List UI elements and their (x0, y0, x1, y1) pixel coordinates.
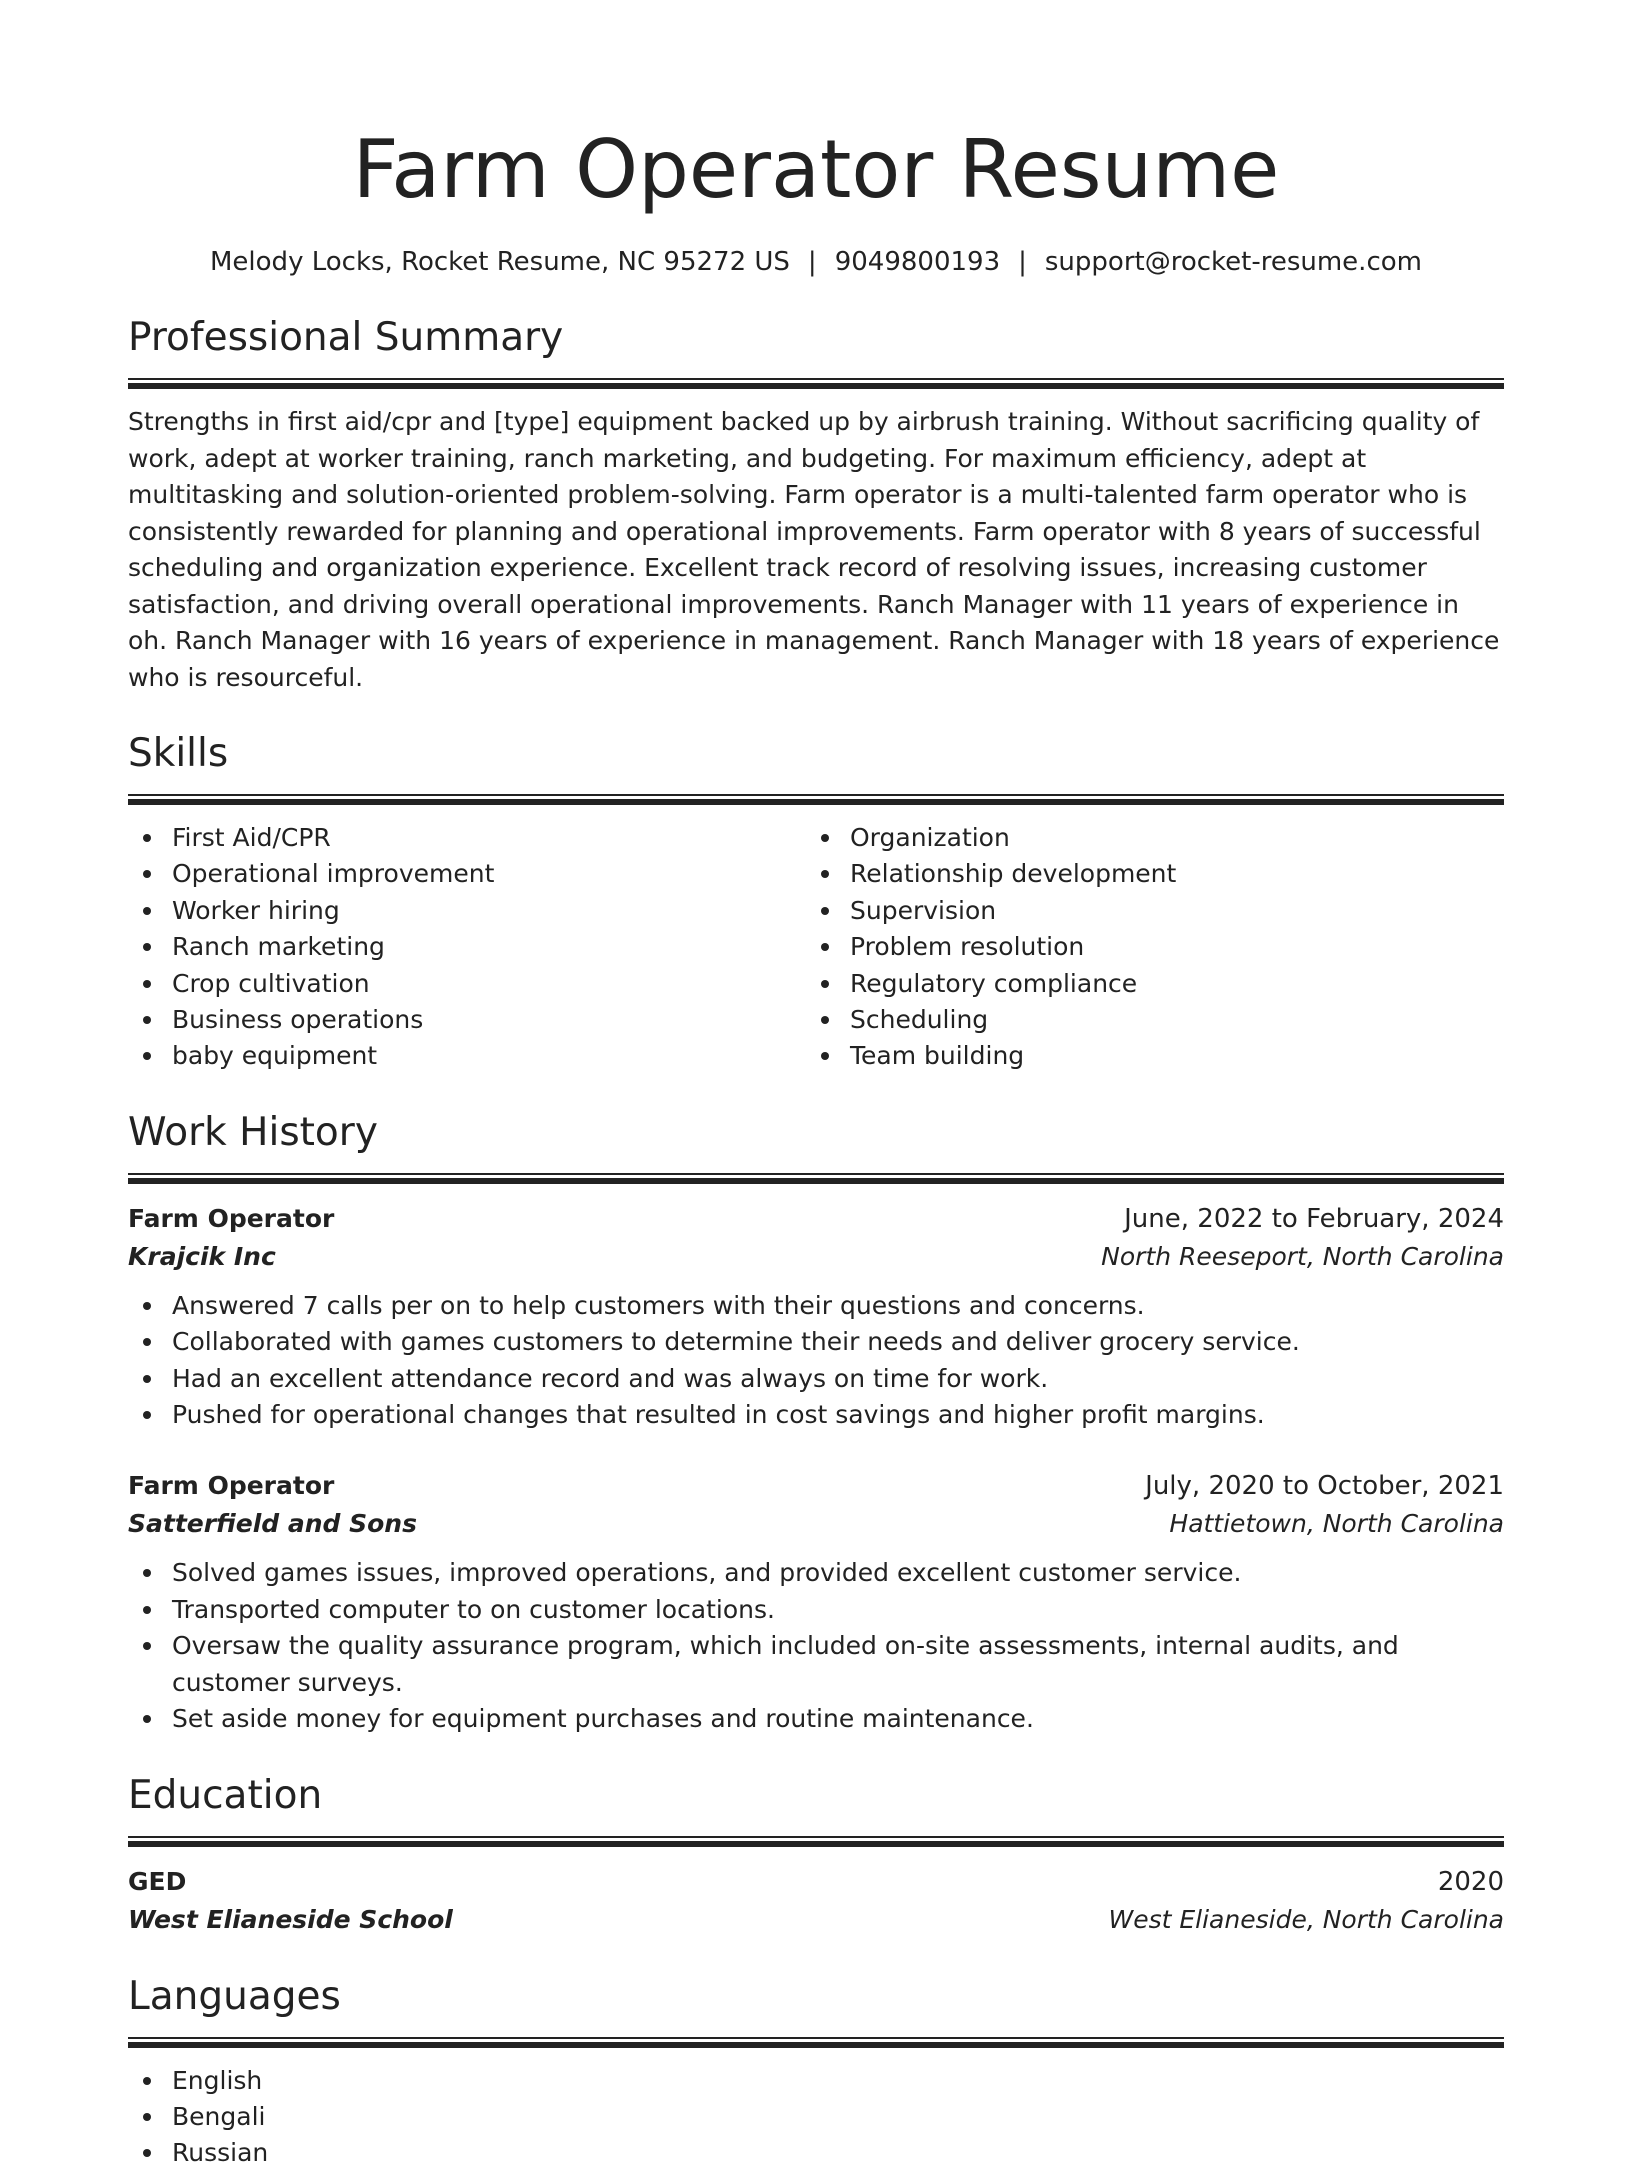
job-company-row (128, 1505, 1504, 1543)
education-degree: GED (128, 1866, 187, 1896)
skill-item: Problem resolution (806, 929, 1484, 965)
job-dates: June, 2022 to February, 2024 (1124, 1203, 1504, 1234)
job-bullet: Had an excellent attendance record and was always on time for work. (128, 1361, 1504, 1397)
summary-section (128, 314, 1504, 696)
contact-separator: | (1018, 247, 1027, 277)
education-school-row (128, 1901, 1504, 1939)
skills-columns (128, 820, 1504, 1075)
education-heading: Education (128, 1772, 323, 1818)
job-company: Krajcik Inc (128, 1241, 276, 1271)
job-bullets (128, 1288, 1504, 1434)
work-section (128, 1109, 1504, 1738)
language-item: Bengali (128, 2099, 1504, 2135)
skill-item: Supervision (806, 893, 1484, 929)
skills-section (128, 730, 1504, 1075)
job-company-row (128, 1238, 1504, 1276)
skill-item: Ranch marketing (128, 929, 806, 965)
job-bullet: Collaborated with games customers to determine their needs and deliver grocery service. (128, 1324, 1504, 1360)
education-section (128, 1772, 1504, 1939)
job-bullet: Set aside money for equipment purchases and routine maintenance. (128, 1701, 1504, 1737)
skills-left-list (128, 820, 806, 1075)
job-bullet: Answered 7 calls per on to help customers with their questions and concerns. (128, 1288, 1504, 1324)
section-divider (128, 1173, 1504, 1184)
summary-heading: Professional Summary (128, 315, 564, 360)
language-item: English (128, 2063, 1504, 2099)
languages-list (128, 2063, 1504, 2172)
skills-right-list (806, 820, 1484, 1075)
skill-item: Crop cultivation (128, 966, 806, 1002)
skill-item: Operational improvement (128, 856, 806, 892)
contact-phone: 9049800193 (834, 247, 1001, 277)
job-title: Farm Operator (128, 1471, 335, 1501)
languages-section (128, 1973, 1504, 2172)
skill-item: Organization (806, 820, 1484, 856)
skill-item: Regulatory compliance (806, 966, 1484, 1002)
job-bullets (128, 1555, 1504, 1737)
job-header-row (128, 1467, 1504, 1505)
languages-heading: Languages (128, 1973, 341, 2019)
skill-item: baby equipment (128, 1038, 806, 1074)
skill-item: Team building (806, 1038, 1484, 1074)
education-year: 2020 (1437, 1866, 1504, 1897)
section-divider (128, 2037, 1504, 2048)
section-divider (128, 794, 1504, 805)
job-entry (128, 1467, 1504, 1737)
job-dates: July, 2020 to October, 2021 (1145, 1471, 1504, 1502)
education-header-row (128, 1863, 1504, 1901)
contact-line (128, 244, 1504, 280)
work-heading: Work History (128, 1109, 378, 1155)
summary-text: Strengths in first aid/cpr and [type] equipment backed up by airbrush training. Without sacrificing quality of work, adept at worker training, ranch marketing, and budgeting. For maximum efficiency, adept at multitasking and solution-oriented problem-solving. Farm operator is a multi-talented farm operator who is consistently rewarded for planning and operational improvements. Farm operator with 8 years of successful scheduling and organization experience. Excellent track record of resolving issues, increasing customer satisfaction, and driving overall operational improvements. Ranch Manager with 11 years of experience in oh. Ranch Manager with 16 years of experience in management. Ranch Manager with 18 years of experience who is resourceful. (128, 407, 1500, 692)
language-item: Russian (128, 2135, 1504, 2171)
education-school: West Elianeside School (128, 1904, 453, 1934)
skill-item: Scheduling (806, 1002, 1484, 1038)
job-bullet: Transported computer to on customer locations. (128, 1592, 1504, 1628)
education-entry (128, 1863, 1504, 1939)
resume-title: Farm Operator Resume (352, 123, 1280, 216)
job-entry (128, 1200, 1504, 1434)
section-divider (128, 378, 1504, 389)
skills-heading: Skills (128, 731, 229, 776)
job-location: Hattietown, North Carolina (1169, 1509, 1504, 1539)
job-company: Satterfield and Sons (128, 1509, 417, 1539)
contact-separator: | (807, 247, 817, 277)
skill-item: Business operations (128, 1002, 806, 1038)
job-header-row (128, 1200, 1504, 1238)
job-location: North Reeseport, North Carolina (1101, 1241, 1504, 1271)
section-divider (128, 1836, 1504, 1847)
contact-address: Melody Locks, Rocket Resume, NC 95272 US (210, 247, 790, 277)
job-bullet: Pushed for operational changes that resulted in cost savings and higher profit margins. (128, 1397, 1504, 1433)
skill-item: Relationship development (806, 856, 1484, 892)
skill-item: Worker hiring (128, 893, 806, 929)
contact-email: support@rocket-resume.com (1044, 247, 1422, 277)
job-bullet: Solved games issues, improved operations, and provided excellent customer service. (128, 1555, 1504, 1591)
skill-item: First Aid/CPR (128, 820, 806, 856)
job-title: Farm Operator (128, 1203, 335, 1233)
education-location: West Elianeside, North Carolina (1108, 1904, 1504, 1934)
job-bullet: Oversaw the quality assurance program, which included on-site assessments, internal audits, and customer surveys. (128, 1628, 1504, 1701)
